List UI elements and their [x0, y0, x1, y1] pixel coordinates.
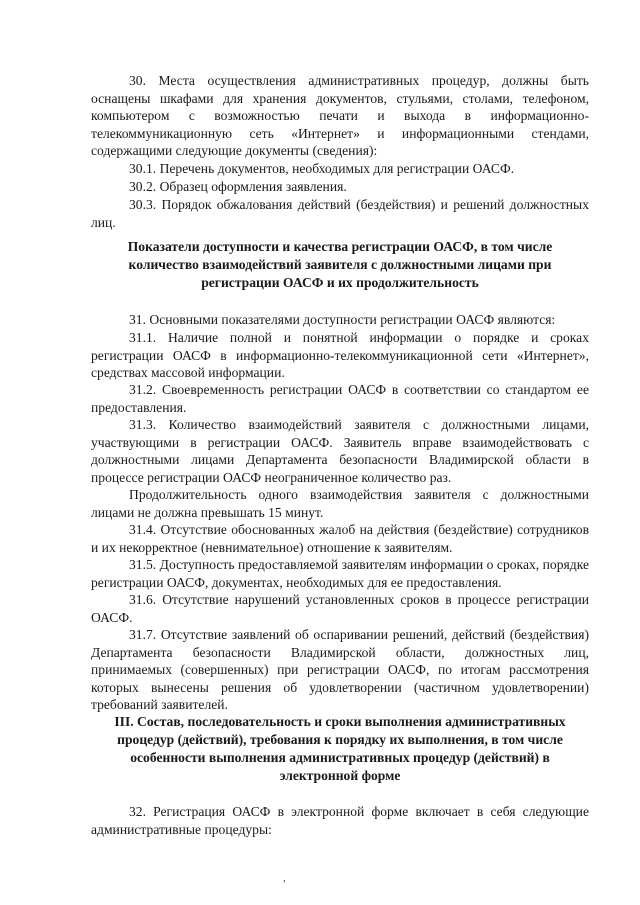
paragraph-31-4: 31.4. Отсутствие обоснованных жалоб на действия (бездействие) сотрудников и их некорректное (невнимательное) отношение к заявителям.: [91, 522, 589, 555]
paragraph-31-3: 31.3. Количество взаимодействий заявителя с должностными лицами, участвующими в регистрации ОАСФ. Заявитель вправе взаимодействовать с должностными лицами Департамента безопасности Владимирской области в процессе регистрации ОАСФ неограниченное количество раз.: [91, 417, 589, 485]
paragraph-31-3-duration: Продолжительность одного взаимодействия заявителя с должностными лицами не должна превышать 15 минут.: [91, 487, 589, 520]
paragraph-31: 31. Основными показателями доступности регистрации ОАСФ являются:: [129, 312, 556, 327]
paragraph-32: 32. Регистрация ОАСФ в электронной форме включает в себя следующие административные процедуры:: [91, 804, 589, 837]
section-heading-iii: III. Состав, последовательность и сроки выполнения административных процедур (действий), требования к порядку их выполнения, в том числе особенности выполнения административных процедур (действий) в электронной форме: [114, 714, 566, 783]
paragraph-31-2: 31.2. Своевременность регистрации ОАСФ в соответствии со стандартом ее предоставления.: [91, 382, 589, 415]
page-mark: ,: [283, 872, 286, 884]
paragraph-30-3: 30.3. Порядок обжалования действий (бездействия) и решений должностных лиц.: [91, 197, 589, 230]
paragraph-30: 30. Места осуществления административных процедур, должны быть оснащены шкафами для хранения документов, стульями, столами, телефоном, компьютером с возможностью печати и выхода в информационно-телекоммуникационную сеть «Интернет» и информационными стендами, содержащими следующие документы (сведения):: [91, 73, 589, 158]
paragraph-31-1: 31.1. Наличие полной и понятной информации о порядке и сроках регистрации ОАСФ в информационно-телекоммуникационной сети «Интернет», средствах массовой информации.: [91, 330, 589, 380]
paragraph-30-1: 30.1. Перечень документов, необходимых для регистрации ОАСФ.: [129, 161, 515, 176]
paragraph-31-7: 31.7. Отсутствие заявлений об оспаривании решений, действий (бездействия) Департамента безопасности Владимирской области, должностных лиц, принимаемых (совершенных) при регистрации ОАСФ, по итогам рассмотрения которых вынесены решения об удовлетворении (частичном удовлетворении) требований заявителей.: [91, 627, 589, 712]
paragraph-30-2: 30.2. Образец оформления заявления.: [129, 179, 347, 194]
paragraph-31-5: 31.5. Доступность предоставляемой заявителям информации о сроках, порядке регистрации ОАСФ, документах, необходимых для ее предоставления.: [91, 557, 589, 590]
paragraph-31-6: 31.6. Отсутствие нарушений установленных сроков в процессе регистрации ОАСФ.: [91, 592, 589, 625]
section-heading-accessibility: Показатели доступности и качества регистрации ОАСФ, в том числе количество взаимодействий заявителя с должностными лицами при регистрации ОАСФ и их продолжительность: [127, 239, 553, 290]
